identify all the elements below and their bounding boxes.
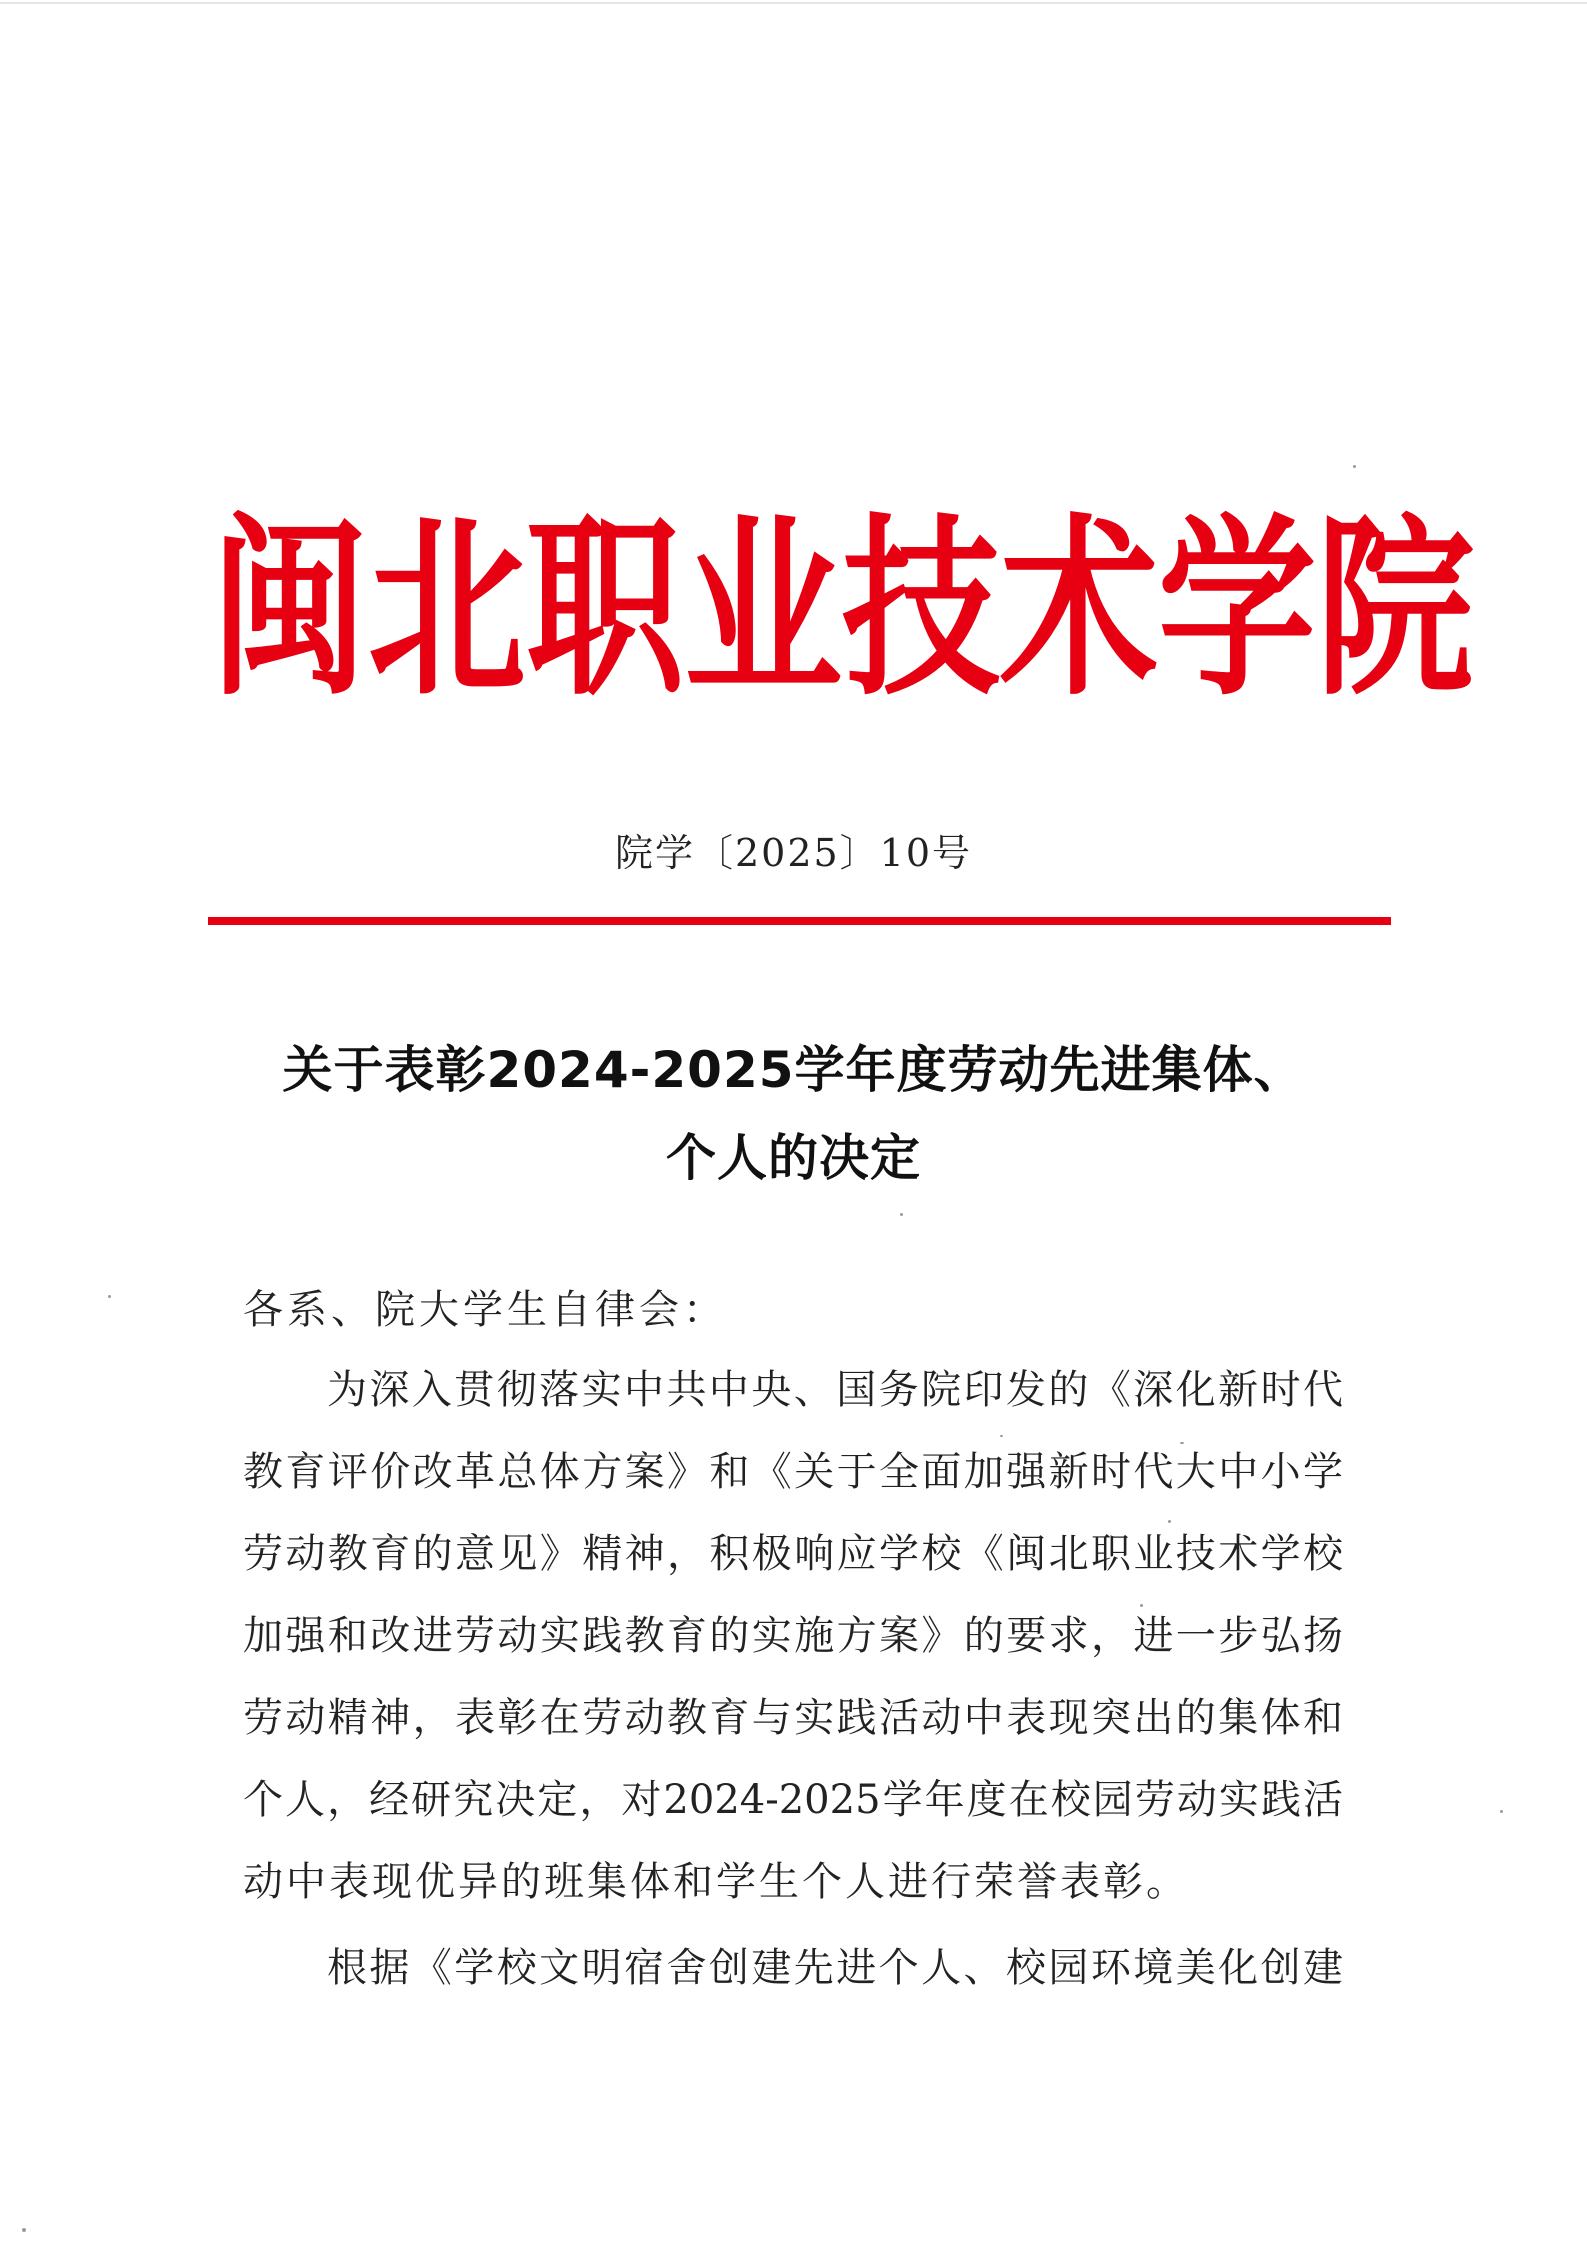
scan-speck — [1168, 1520, 1171, 1523]
paragraph-line: 加强和改进劳动实践教育的实施方案》的要求，进一步弘扬 — [243, 1613, 1343, 1659]
scan-speck — [1353, 465, 1356, 468]
scan-speck — [108, 1295, 111, 1298]
red-separator-line — [208, 917, 1391, 925]
paragraph-line: 为深入贯彻落实中共中央、国务院印发的《深化新时代 — [327, 1367, 1343, 1413]
paragraph-1 — [243, 1360, 1343, 1905]
salutation: 各系、院大学生自律会： — [243, 1287, 727, 1333]
doc-number: 院学〔2025〕10号 — [614, 831, 973, 875]
doc-title-line-1: 关于表彰2024-2025学年度劳动先进集体、 — [282, 1041, 1305, 1099]
org-title-char: 职 — [526, 497, 684, 723]
org-title-char: 术 — [1000, 497, 1158, 723]
scan-speck — [22, 2228, 26, 2232]
paragraph-line: 动中表现优异的班集体和学生个人进行荣誉表彰。 — [243, 1859, 1189, 1905]
org-title — [210, 497, 1474, 723]
org-title-char: 业 — [684, 497, 842, 723]
org-title-char: 技 — [842, 497, 1000, 723]
org-title-char: 闽 — [210, 497, 368, 723]
scan-speck — [1500, 1810, 1503, 1813]
org-title-char: 学 — [1158, 497, 1316, 723]
org-title-char: 北 — [368, 497, 526, 723]
paragraph-line: 个人，经研究决定，对2024-2025学年度在校园劳动实践活 — [243, 1777, 1343, 1823]
paragraph-line: 根据《学校文明宿舍创建先进个人、校园环境美化创建 — [327, 1945, 1343, 1991]
scan-speck — [1180, 1442, 1184, 1444]
doc-title-line-2: 个人的决定 — [666, 1129, 921, 1187]
paragraph-line: 劳动教育的意见》精神，积极响应学校《闽北职业技术学校 — [243, 1531, 1343, 1577]
paragraph-line: 劳动精神，表彰在劳动教育与实践活动中表现突出的集体和 — [243, 1695, 1343, 1741]
scan-top-edge — [0, 2, 1587, 4]
scan-speck — [900, 1213, 903, 1216]
paragraph-2 — [243, 1938, 1343, 1998]
paragraph-line: 教育评价改革总体方案》和《关于全面加强新时代大中小学 — [243, 1449, 1343, 1495]
org-title-char: 院 — [1316, 497, 1474, 723]
scan-speck — [1000, 1435, 1003, 1437]
scan-speck — [1140, 1604, 1143, 1607]
